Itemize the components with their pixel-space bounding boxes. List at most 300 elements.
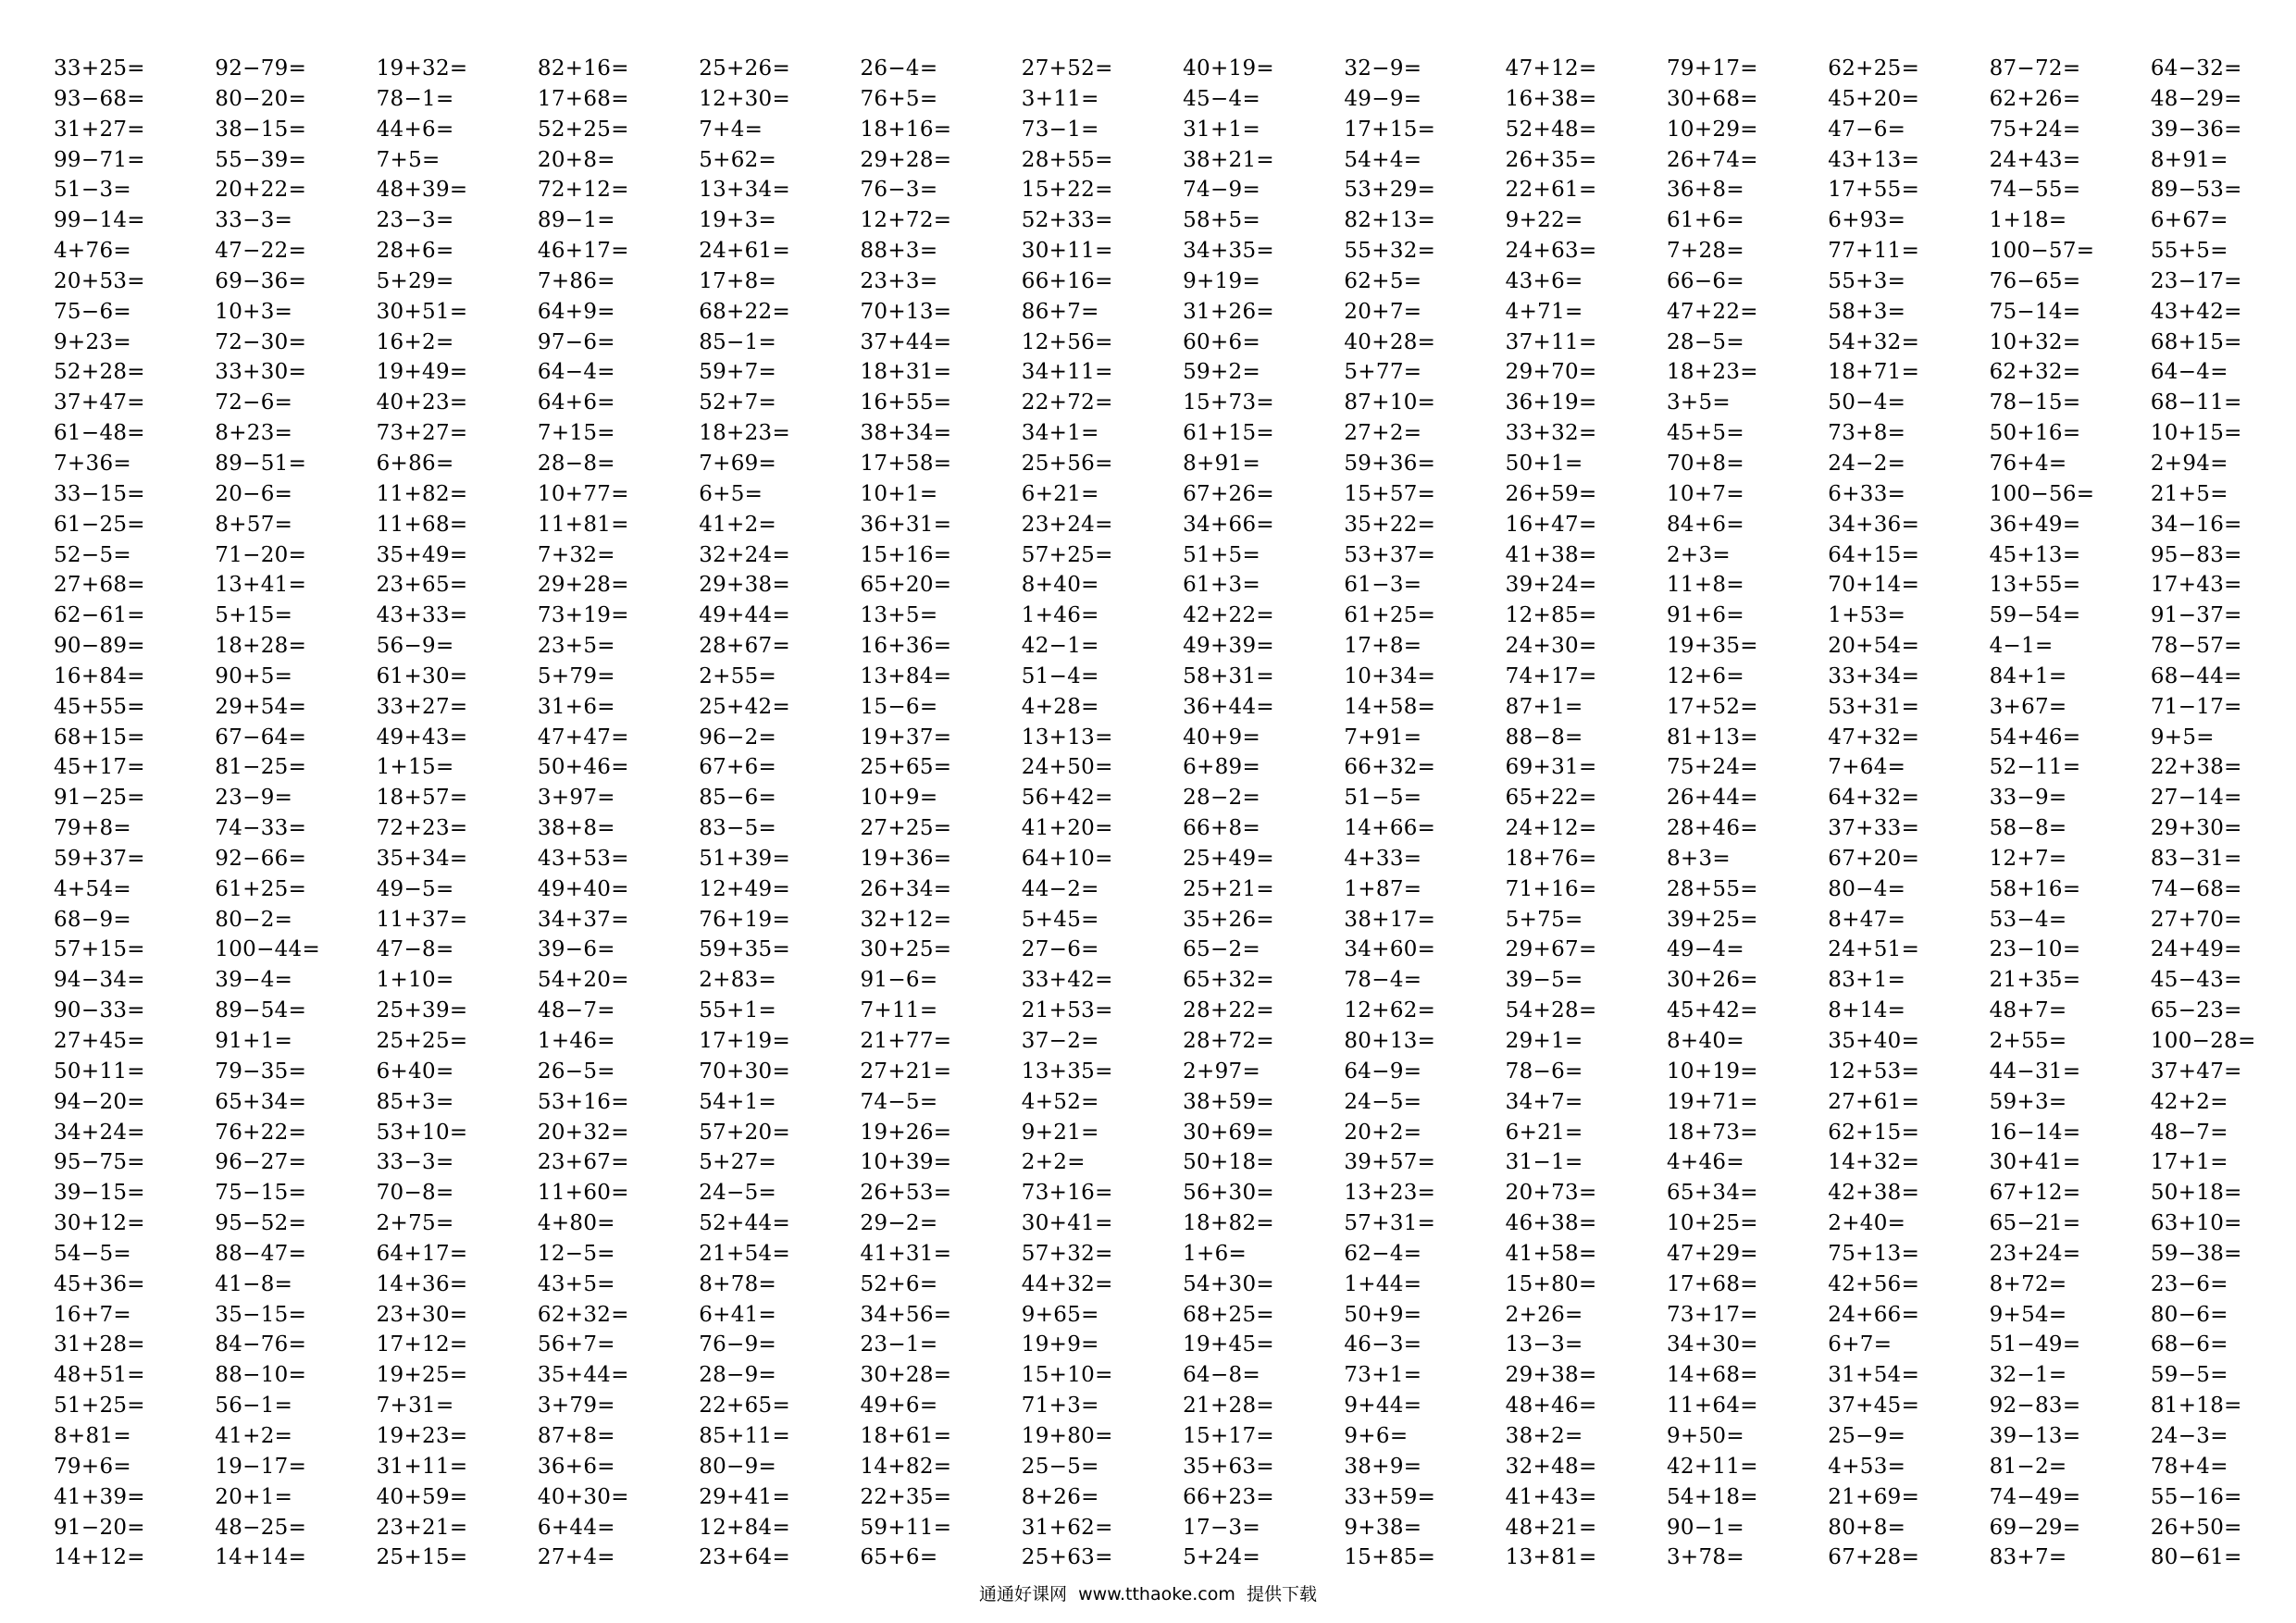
math-problem: 18+23=	[699, 421, 791, 446]
math-problem: 62+15=	[1828, 1120, 1920, 1145]
math-problem: 14+58=	[1344, 694, 1436, 719]
math-problem: 39+57=	[1344, 1150, 1436, 1175]
math-problem: 20+54=	[1828, 634, 1920, 659]
math-problem: 70−8=	[376, 1181, 454, 1206]
math-problem: 34+7=	[1505, 1089, 1583, 1114]
math-problem: 13+5=	[860, 603, 938, 628]
math-problem: 30+51=	[376, 299, 468, 324]
math-problem: 64+17=	[376, 1241, 468, 1266]
math-problem: 23+24=	[1021, 512, 1113, 537]
math-problem: 29+1=	[1505, 1029, 1583, 1053]
math-problem: 50+46=	[537, 755, 629, 780]
math-problem: 43+5=	[537, 1271, 615, 1296]
math-problem: 23+21=	[376, 1515, 468, 1540]
math-problem: 10+29=	[1666, 117, 1758, 142]
math-problem: 11+37=	[376, 907, 468, 932]
math-problem: 24−2=	[1828, 451, 1906, 476]
math-problem: 62−4=	[1344, 1241, 1422, 1266]
math-problem: 27+45=	[54, 1029, 145, 1053]
math-problem: 13+34=	[699, 178, 791, 203]
math-problem: 19+80=	[1021, 1423, 1113, 1448]
math-problem: 34+60=	[1344, 937, 1436, 962]
math-problem: 20+8=	[537, 147, 615, 172]
math-problem: 9+23=	[54, 329, 131, 354]
math-problem: 92−79=	[215, 56, 307, 81]
math-problem: 57+31=	[1344, 1211, 1436, 1236]
math-problem: 53+37=	[1344, 542, 1436, 567]
math-problem: 40+59=	[376, 1484, 468, 1509]
math-problem: 23+5=	[537, 634, 615, 659]
math-problem: 15+17=	[1183, 1423, 1274, 1448]
math-problem: 49+39=	[1183, 634, 1274, 659]
math-problem: 19+36=	[860, 846, 952, 871]
math-problem: 59−5=	[2150, 1363, 2228, 1388]
math-problem: 2+83=	[699, 968, 777, 993]
math-problem: 83−31=	[2150, 846, 2242, 871]
math-problem: 12+85=	[1505, 603, 1597, 628]
math-problem: 8+47=	[1828, 907, 1906, 932]
math-problem: 69+31=	[1505, 755, 1597, 780]
math-problem: 59+2=	[1183, 360, 1261, 385]
math-problem: 10+39=	[860, 1150, 952, 1175]
math-problem: 8+3=	[1666, 846, 1731, 871]
math-problem: 54+46=	[1989, 725, 2081, 750]
math-problem: 45+5=	[1666, 421, 1744, 446]
math-problem: 22+35=	[860, 1484, 952, 1509]
math-problem: 20+1=	[215, 1484, 293, 1509]
math-problem: 78+4=	[2150, 1454, 2228, 1479]
math-problem: 14+66=	[1344, 816, 1436, 841]
math-problem: 37+45=	[1828, 1394, 1920, 1419]
math-problem: 90−89=	[54, 634, 145, 659]
math-problem: 48−25=	[215, 1515, 307, 1540]
math-problem: 18+16=	[860, 117, 952, 142]
math-problem: 79+17=	[1666, 56, 1758, 81]
math-problem: 28+46=	[1666, 816, 1758, 841]
math-problem: 11+82=	[376, 481, 468, 506]
math-problem: 2+55=	[1989, 1029, 2067, 1053]
problem-grid	[54, 54, 2275, 1573]
math-problem: 31+1=	[1183, 117, 1261, 142]
math-problem: 14+36=	[376, 1271, 468, 1296]
math-problem: 49−4=	[1666, 937, 1744, 962]
math-problem: 3+11=	[1021, 86, 1099, 111]
math-problem: 75+24=	[1666, 755, 1758, 780]
math-problem: 95−75=	[54, 1150, 145, 1175]
math-problem: 64+32=	[1828, 786, 1920, 811]
math-problem: 66+23=	[1183, 1484, 1274, 1509]
math-problem: 52+33=	[1021, 208, 1113, 233]
math-problem: 12+53=	[1828, 1059, 1920, 1084]
math-problem: 29+54=	[215, 694, 307, 719]
math-problem: 34+66=	[1183, 512, 1274, 537]
math-problem: 26−4=	[860, 56, 938, 81]
math-problem: 13+13=	[1021, 725, 1113, 750]
math-problem: 86+7=	[1021, 299, 1099, 324]
math-problem: 27+2=	[1344, 421, 1422, 446]
math-problem: 17−3=	[1183, 1515, 1261, 1540]
math-problem: 62+5=	[1344, 268, 1422, 293]
math-problem: 74−5=	[860, 1089, 938, 1114]
math-problem: 33+30=	[215, 360, 307, 385]
math-problem: 17+58=	[860, 451, 952, 476]
math-problem: 80−20=	[215, 86, 307, 111]
math-problem: 6+86=	[376, 451, 454, 476]
math-problem: 45+42=	[1666, 998, 1758, 1023]
math-problem: 39−5=	[1505, 968, 1583, 993]
math-problem: 9+5=	[2150, 725, 2215, 750]
math-problem: 72−6=	[215, 390, 293, 415]
math-problem: 68−11=	[2150, 390, 2242, 415]
math-problem: 40+28=	[1344, 329, 1436, 354]
math-problem: 55−16=	[2150, 1484, 2242, 1509]
math-problem: 64+10=	[1021, 846, 1113, 871]
math-problem: 79+6=	[54, 1454, 131, 1479]
math-problem: 83+1=	[1828, 968, 1906, 993]
math-problem: 14+68=	[1666, 1363, 1758, 1388]
math-problem: 45+55=	[54, 694, 145, 719]
math-problem: 6+5=	[699, 481, 763, 506]
math-problem: 65−21=	[1989, 1211, 2081, 1236]
math-problem: 51+5=	[1183, 542, 1261, 567]
math-problem: 20+7=	[1344, 299, 1422, 324]
math-problem: 76+19=	[699, 907, 791, 932]
math-problem: 28−9=	[699, 1363, 777, 1388]
math-problem: 55+32=	[1344, 239, 1436, 264]
math-problem: 85+3=	[376, 1089, 454, 1114]
math-problem: 42+2=	[2150, 1089, 2228, 1114]
math-problem: 65−23=	[2150, 998, 2242, 1023]
math-problem: 24+66=	[1828, 1302, 1920, 1327]
math-problem: 27+21=	[860, 1059, 952, 1084]
math-problem: 30+41=	[1989, 1150, 2081, 1175]
math-problem: 74−68=	[2150, 876, 2242, 901]
math-problem: 99−71=	[54, 147, 145, 172]
math-problem: 1+15=	[376, 755, 454, 780]
math-problem: 35−15=	[215, 1302, 307, 1327]
math-problem: 4+71=	[1505, 299, 1583, 324]
math-problem: 91+6=	[1666, 603, 1744, 628]
math-problem: 41−8=	[215, 1271, 293, 1296]
math-problem: 4+80=	[537, 1211, 615, 1236]
math-problem: 31−1=	[1505, 1150, 1583, 1175]
math-problem: 94−20=	[54, 1089, 145, 1114]
math-problem: 4+76=	[54, 239, 131, 264]
math-problem: 64−9=	[1344, 1059, 1422, 1084]
math-problem: 8+23=	[215, 421, 293, 446]
math-problem: 6+89=	[1183, 755, 1261, 780]
math-problem: 49+6=	[860, 1394, 938, 1419]
math-problem: 15+85=	[1344, 1545, 1436, 1570]
math-problem: 62−61=	[54, 603, 145, 628]
math-problem: 4+28=	[1021, 694, 1099, 719]
math-problem: 53−4=	[1989, 907, 2067, 932]
math-problem: 11+81=	[537, 512, 629, 537]
math-problem: 66−6=	[1666, 268, 1744, 293]
math-problem: 35+34=	[376, 846, 468, 871]
math-problem: 28−5=	[1666, 329, 1744, 354]
math-problem: 70+8=	[1666, 451, 1744, 476]
math-problem: 62+32=	[537, 1302, 629, 1327]
math-problem: 26+50=	[2150, 1515, 2242, 1540]
math-problem: 38−15=	[215, 117, 307, 142]
math-problem: 57+32=	[1021, 1241, 1113, 1266]
math-problem: 25+65=	[860, 755, 952, 780]
math-problem: 19+3=	[699, 208, 777, 233]
math-problem: 35+26=	[1183, 907, 1274, 932]
math-problem: 74−55=	[1989, 178, 2081, 203]
math-problem: 22+38=	[2150, 755, 2242, 780]
math-problem: 12+62=	[1344, 998, 1436, 1023]
math-problem: 40+19=	[1183, 56, 1274, 81]
math-problem: 52−11=	[1989, 755, 2081, 780]
math-problem: 59−38=	[2150, 1241, 2242, 1266]
math-problem: 10+7=	[1666, 481, 1744, 506]
math-problem: 61+25=	[215, 876, 307, 901]
math-problem: 23−17=	[2150, 268, 2242, 293]
math-problem: 9+54=	[1989, 1302, 2067, 1327]
math-problem: 48−7=	[537, 998, 615, 1023]
math-problem: 7+5=	[376, 147, 441, 172]
math-problem: 1+46=	[537, 1029, 615, 1053]
math-problem: 53+29=	[1344, 178, 1436, 203]
math-problem: 58+16=	[1989, 876, 2081, 901]
math-problem: 21+53=	[1021, 998, 1113, 1023]
math-problem: 70+13=	[860, 299, 952, 324]
math-problem: 62+26=	[1989, 86, 2081, 111]
math-problem: 18+76=	[1505, 846, 1597, 871]
math-problem: 39−15=	[54, 1181, 145, 1206]
math-problem: 42+22=	[1183, 603, 1274, 628]
math-problem: 25−9=	[1828, 1423, 1906, 1448]
math-problem: 8+40=	[1666, 1029, 1744, 1053]
math-problem: 6+33=	[1828, 481, 1906, 506]
math-problem: 93−68=	[54, 86, 145, 111]
math-problem: 67−64=	[215, 725, 307, 750]
math-problem: 87−72=	[1989, 56, 2081, 81]
math-problem: 36+49=	[1989, 512, 2081, 537]
math-problem: 71−20=	[215, 542, 307, 567]
math-problem: 5+24=	[1183, 1545, 1261, 1570]
math-problem: 4+33=	[1344, 846, 1422, 871]
math-problem: 34−16=	[2150, 512, 2242, 537]
math-problem: 34+56=	[860, 1302, 952, 1327]
math-problem: 54−5=	[54, 1241, 131, 1266]
math-problem: 61+25=	[1344, 603, 1436, 628]
math-problem: 16+38=	[1505, 86, 1597, 111]
math-problem: 33+59=	[1344, 1484, 1436, 1509]
math-problem: 24−5=	[1344, 1089, 1422, 1114]
math-problem: 52+44=	[699, 1211, 791, 1236]
math-problem: 59+7=	[699, 360, 777, 385]
math-problem: 13+41=	[215, 573, 307, 598]
math-problem: 44+32=	[1021, 1271, 1113, 1296]
math-problem: 56+42=	[1021, 786, 1113, 811]
math-problem: 62+32=	[1989, 360, 2081, 385]
math-problem: 5+62=	[699, 147, 777, 172]
math-problem: 25+39=	[376, 998, 468, 1023]
math-problem: 76+4=	[1989, 451, 2067, 476]
math-problem: 85+11=	[699, 1423, 791, 1448]
math-problem: 25+26=	[699, 56, 791, 81]
math-problem: 67+6=	[699, 755, 777, 780]
math-problem: 76−65=	[1989, 268, 2081, 293]
math-problem: 38+2=	[1505, 1423, 1583, 1448]
math-problem: 17+8=	[699, 268, 777, 293]
math-problem: 47+32=	[1828, 725, 1920, 750]
math-problem: 13−3=	[1505, 1332, 1583, 1357]
math-problem: 2+26=	[1505, 1302, 1583, 1327]
math-problem: 15+16=	[860, 542, 952, 567]
math-problem: 28+6=	[376, 239, 454, 264]
math-problem: 78−57=	[2150, 634, 2242, 659]
math-problem: 51−4=	[1021, 663, 1099, 688]
math-problem: 65+22=	[1505, 786, 1597, 811]
math-problem: 64−32=	[2150, 56, 2242, 81]
math-problem: 61−3=	[1344, 573, 1422, 598]
math-problem: 66+16=	[1021, 268, 1113, 293]
math-problem: 59+37=	[54, 846, 145, 871]
math-problem: 30+25=	[860, 937, 952, 962]
math-problem: 17+68=	[1666, 1271, 1758, 1296]
math-problem: 89−53=	[2150, 178, 2242, 203]
math-problem: 64+6=	[537, 390, 615, 415]
math-problem: 52−5=	[54, 542, 131, 567]
footer-credit: 通通好课网 www.tthaoke.com 提供下载	[979, 1584, 1317, 1604]
math-problem: 26+59=	[1505, 481, 1597, 506]
math-problem: 2+75=	[376, 1211, 454, 1236]
math-problem: 80−2=	[215, 907, 293, 932]
math-problem: 7+36=	[54, 451, 131, 476]
math-problem: 37+11=	[1505, 329, 1597, 354]
math-problem: 35+49=	[376, 542, 468, 567]
math-problem: 51−5=	[1344, 786, 1422, 811]
math-problem: 6+21=	[1505, 1120, 1583, 1145]
math-problem: 45+17=	[54, 755, 145, 780]
math-problem: 25+21=	[1183, 876, 1274, 901]
math-problem: 19+35=	[1666, 634, 1758, 659]
math-problem: 20+32=	[537, 1120, 629, 1145]
math-problem: 64−8=	[1183, 1363, 1261, 1388]
math-problem: 5+29=	[376, 268, 454, 293]
math-problem: 48−7=	[2150, 1120, 2228, 1145]
math-problem: 20−6=	[215, 481, 293, 506]
math-problem: 91−37=	[2150, 603, 2242, 628]
math-problem: 44+6=	[376, 117, 454, 142]
math-problem: 74−9=	[1183, 178, 1261, 203]
math-problem: 38+34=	[860, 421, 952, 446]
math-problem: 4−1=	[1989, 634, 2054, 659]
math-problem: 2+94=	[2150, 451, 2228, 476]
math-problem: 37+47=	[2150, 1059, 2242, 1084]
math-problem: 48+39=	[376, 178, 468, 203]
math-problem: 84+6=	[1666, 512, 1744, 537]
math-problem: 56−1=	[215, 1394, 293, 1419]
math-problem: 28+22=	[1183, 998, 1274, 1023]
math-problem: 70+14=	[1828, 573, 1920, 598]
math-problem: 48−29=	[2150, 86, 2242, 111]
math-problem: 23+64=	[699, 1545, 791, 1570]
math-problem: 25+56=	[1021, 451, 1113, 476]
math-problem: 30+28=	[860, 1363, 952, 1388]
math-problem: 41+31=	[860, 1241, 952, 1266]
math-problem: 68+25=	[1183, 1302, 1274, 1327]
math-problem: 48+7=	[1989, 998, 2067, 1023]
math-problem: 63+10=	[2150, 1211, 2242, 1236]
math-problem: 17+19=	[699, 1029, 791, 1053]
math-problem: 47+22=	[1666, 299, 1758, 324]
math-problem: 67+20=	[1828, 846, 1920, 871]
math-problem: 78−6=	[1505, 1059, 1583, 1084]
math-problem: 5+75=	[1505, 907, 1583, 932]
math-problem: 29+41=	[699, 1484, 791, 1509]
math-problem: 13+55=	[1989, 573, 2081, 598]
math-problem: 38+17=	[1344, 907, 1436, 932]
math-problem: 41+38=	[1505, 542, 1597, 567]
math-problem: 46+17=	[537, 239, 629, 264]
math-problem: 23−9=	[215, 786, 293, 811]
math-problem: 65−2=	[1183, 937, 1261, 962]
math-problem: 8+72=	[1989, 1271, 2067, 1296]
math-problem: 39+25=	[1666, 907, 1758, 932]
math-problem: 26−5=	[537, 1059, 615, 1084]
math-problem: 13+35=	[1021, 1059, 1113, 1084]
math-problem: 37+47=	[54, 390, 145, 415]
math-problem: 29+30=	[2150, 816, 2242, 841]
math-problem: 33+25=	[54, 56, 145, 81]
math-problem: 23−1=	[860, 1332, 938, 1357]
math-problem: 59+3=	[1989, 1089, 2067, 1114]
math-problem: 14+14=	[215, 1545, 307, 1570]
math-problem: 38+9=	[1344, 1454, 1422, 1479]
math-problem: 80+8=	[1828, 1515, 1906, 1540]
math-problem: 58+3=	[1828, 299, 1906, 324]
math-problem: 24+50=	[1021, 755, 1113, 780]
math-problem: 15+10=	[1021, 1363, 1113, 1388]
math-problem: 26+74=	[1666, 147, 1758, 172]
math-problem: 55+1=	[699, 998, 777, 1023]
math-problem: 15+57=	[1344, 481, 1436, 506]
math-problem: 2+3=	[1666, 542, 1731, 567]
math-problem: 57+15=	[54, 937, 145, 962]
math-problem: 55+5=	[2150, 239, 2228, 264]
math-problem: 45−43=	[2150, 968, 2242, 993]
math-problem: 27−6=	[1021, 937, 1099, 962]
math-problem: 34+30=	[1666, 1332, 1758, 1357]
math-problem: 34+35=	[1183, 239, 1274, 264]
math-problem: 7+64=	[1828, 755, 1906, 780]
math-problem: 30+41=	[1021, 1211, 1113, 1236]
math-problem: 7+31=	[376, 1394, 454, 1419]
math-problem: 31+54=	[1828, 1363, 1920, 1388]
math-problem: 49+40=	[537, 876, 629, 901]
math-problem: 9+21=	[1021, 1120, 1099, 1145]
math-problem: 73+16=	[1021, 1181, 1113, 1206]
math-problem: 69−29=	[1989, 1515, 2081, 1540]
math-problem: 32−9=	[1344, 56, 1422, 81]
math-problem: 43+13=	[1828, 147, 1920, 172]
math-problem: 43+42=	[2150, 299, 2242, 324]
math-problem: 5+27=	[699, 1150, 777, 1175]
math-problem: 21+77=	[860, 1029, 952, 1053]
math-problem: 12+56=	[1021, 329, 1113, 354]
math-problem: 54+20=	[537, 968, 629, 993]
math-problem: 75+24=	[1989, 117, 2081, 142]
math-problem: 68−6=	[2150, 1332, 2228, 1357]
math-problem: 74−33=	[215, 816, 307, 841]
math-problem: 23+30=	[376, 1302, 468, 1327]
math-problem: 44−31=	[1989, 1059, 2081, 1084]
